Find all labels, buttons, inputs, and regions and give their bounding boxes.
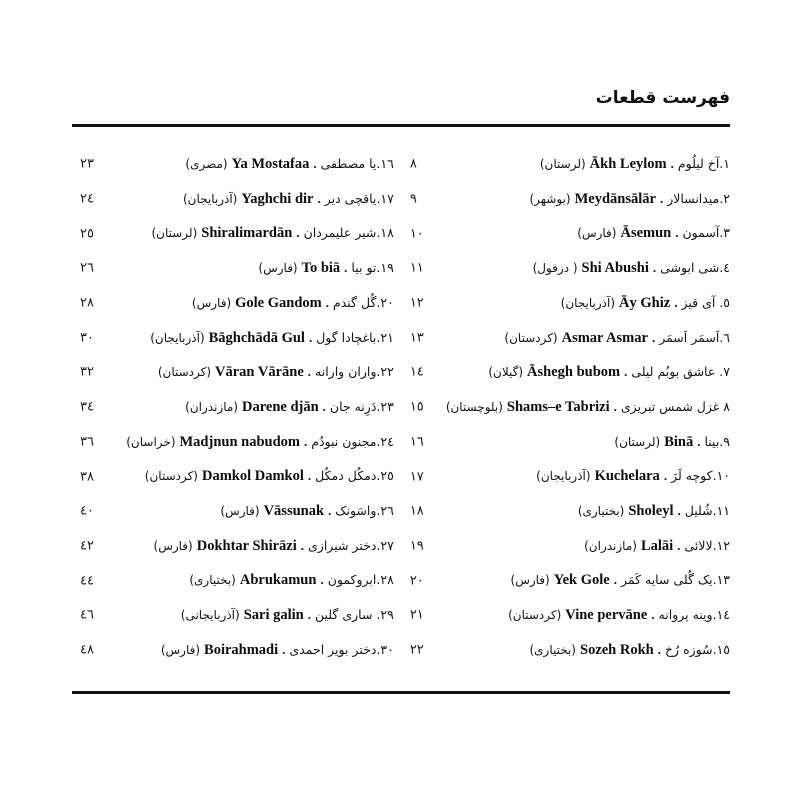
- entry-text: [72, 469, 394, 484]
- entry-title-latin: Ākh Leylom: [589, 156, 667, 173]
- toc-entry-row: [402, 286, 730, 321]
- entry-title-persian: ٢٧.دختر شیرازی: [308, 537, 394, 553]
- entry-separator: .: [677, 502, 681, 518]
- entry-page-number: ٤٢: [80, 538, 94, 554]
- entry-region: (فارس): [510, 573, 550, 588]
- entry-separator: .: [303, 433, 308, 449]
- entry-separator: .: [657, 641, 661, 657]
- entry-region: (کردستان): [144, 469, 198, 484]
- entry-text: [402, 296, 730, 311]
- entry-title-latin: To biā: [301, 260, 341, 277]
- entry-title-persian: ١٨.شیر علیمردان: [303, 225, 394, 241]
- entry-separator: .: [697, 433, 701, 449]
- entry-separator: .: [652, 260, 657, 276]
- entry-title-persian: ٢٩. ساری گلین: [314, 607, 394, 623]
- entry-separator: .: [659, 190, 664, 206]
- entry-separator: .: [328, 502, 332, 518]
- entry-text: [72, 365, 394, 380]
- toc-entry-row: [72, 529, 394, 564]
- entry-region: (فارس): [258, 261, 298, 276]
- entry-title-latin: Sari galin: [243, 607, 304, 624]
- entry-title-latin: Gole Gandom: [235, 294, 322, 311]
- entry-page-number: ١٤: [409, 364, 424, 380]
- entry-separator: .: [325, 294, 329, 310]
- entry-page-number: ٣٤: [80, 399, 94, 415]
- entry-title-latin: Shi Abushi: [581, 260, 649, 277]
- entry-page-number: ١٣: [409, 330, 424, 346]
- entry-region: (مازندران): [185, 399, 238, 414]
- entry-separator: .: [651, 329, 656, 345]
- entry-region: (مصری): [185, 157, 228, 172]
- toc-entry-row: [72, 390, 394, 425]
- entry-title-latin: Vine pervāne: [565, 607, 648, 624]
- toc-entry-row: [402, 425, 730, 460]
- entry-region: (آذربایجان): [536, 469, 591, 484]
- entry-text: [72, 331, 394, 346]
- entry-region: (کردستان): [508, 608, 562, 623]
- entry-region: (لرستان): [151, 226, 198, 241]
- toc-entry-row: [72, 320, 394, 355]
- toc-entry-row: [402, 320, 730, 355]
- entry-page-number: ١٧: [409, 469, 424, 485]
- entry-text: [402, 261, 730, 276]
- entry-text: [72, 296, 394, 311]
- toc-entry-row: [402, 355, 730, 390]
- entry-title-persian: ١٥.سُوزه رُخ: [664, 641, 730, 657]
- entry-text: [72, 192, 394, 207]
- toc-entry-row: [402, 529, 730, 564]
- toc-entry-row: [72, 598, 394, 633]
- entry-title-persian: ١٦.یا مصطفی: [320, 156, 394, 172]
- entry-page-number: ١٦: [409, 434, 424, 450]
- entry-separator: .: [307, 364, 312, 380]
- entry-title-latin: Yek Gole: [553, 572, 610, 589]
- toc-entry-row: [72, 216, 394, 251]
- entry-text: [402, 539, 730, 554]
- entry-title-persian: ٩.بینا: [704, 433, 730, 449]
- entry-region: (خراسان): [126, 434, 176, 449]
- entry-title-latin: Dokhtar Shirāzi: [196, 537, 297, 554]
- entry-page-number: ٢٤: [80, 191, 94, 207]
- entry-page-number: ١٨: [409, 503, 424, 519]
- toc-entry-row: [402, 494, 730, 529]
- entry-separator: .: [675, 225, 679, 241]
- toc-entry-row: [72, 563, 394, 598]
- entry-title-persian: ١٤.وینه پروانه: [658, 607, 730, 623]
- entry-page-number: ١٩: [409, 538, 424, 554]
- entry-title-latin: Vāran Vārāne: [215, 364, 304, 381]
- entry-separator: .: [313, 156, 317, 172]
- entry-title-latin: Bāghchādā Gul: [208, 329, 305, 346]
- entry-page-number: ٢٦: [80, 260, 94, 276]
- entry-region: (فارس): [577, 226, 617, 241]
- entry-title-latin: Asmar Asmar: [561, 329, 648, 346]
- entry-separator: .: [677, 537, 681, 553]
- entry-region: (بوشهر): [529, 191, 571, 206]
- toc-columns: [72, 147, 730, 667]
- entry-text: [402, 365, 730, 380]
- toc-entry-row: [402, 390, 730, 425]
- entry-separator: .: [300, 537, 305, 553]
- entry-title-persian: ١٠.کوچه لَرَ: [671, 468, 730, 484]
- entry-text: [402, 435, 730, 450]
- entry-separator: .: [651, 607, 655, 623]
- entry-region: (کردستان): [504, 330, 558, 345]
- entry-title-latin: Vāssunak: [263, 502, 325, 519]
- entry-page-number: ١٢: [409, 295, 424, 311]
- entry-title-persian: ١٧.یاقچی دیر: [324, 190, 394, 206]
- toc-entry-row: [402, 633, 730, 668]
- entry-separator: .: [344, 260, 348, 276]
- entry-page-number: ٩: [409, 191, 417, 207]
- entry-text: [72, 539, 394, 554]
- entry-region: (فارس): [220, 503, 260, 518]
- entry-title-persian: ٥. آی قیز: [681, 294, 730, 310]
- entry-region: (گیلان): [488, 365, 524, 380]
- entry-title-latin: Āshegh bubom: [527, 364, 621, 381]
- entry-region: (فارس): [160, 642, 201, 657]
- entry-separator: .: [624, 364, 628, 380]
- entry-text: [402, 608, 730, 623]
- toc-entry-row: [72, 251, 394, 286]
- entry-separator: .: [317, 190, 321, 206]
- entry-title-persian: ٢٢.واران وارانه: [315, 364, 394, 380]
- entry-region: (کردستان): [157, 365, 212, 380]
- entry-text: [402, 331, 730, 346]
- entry-title-latin: Āy Ghiz: [619, 294, 671, 311]
- entry-page-number: ٢٥: [80, 226, 94, 242]
- entry-page-number: ٣٦: [80, 434, 94, 450]
- entry-text: [402, 157, 730, 172]
- toc-entry-row: [72, 286, 394, 321]
- entry-page-number: ٢٣: [80, 156, 94, 172]
- entry-text: [402, 192, 730, 207]
- entry-page-number: ٢٠: [409, 573, 424, 589]
- entry-separator: .: [296, 225, 300, 241]
- entry-separator: .: [670, 156, 674, 172]
- entry-text: [72, 226, 394, 241]
- entry-title-persian: ٦.اَسمَر اَسمَر: [659, 329, 730, 345]
- entry-region: (لرستان): [614, 434, 661, 449]
- entry-separator: .: [320, 572, 324, 588]
- toc-entry-row: [72, 425, 394, 460]
- entry-region: (فارس): [191, 295, 232, 310]
- entry-separator: .: [322, 398, 326, 414]
- entry-title-persian: ٨ غزل شمس تبریزی: [620, 398, 730, 414]
- entry-title-persian: ٧. عاشق بوبُم لیلی: [631, 364, 730, 380]
- toc-entry-row: [402, 147, 730, 182]
- entry-title-latin: Ya Mostafaa: [231, 156, 310, 173]
- toc-entry-row: [72, 633, 394, 668]
- toc-entry-row: [402, 216, 730, 251]
- entry-title-latin: Boirahmadi: [204, 641, 279, 658]
- entry-text: [72, 435, 394, 450]
- entry-separator: .: [613, 398, 617, 414]
- entry-title-persian: ٢١.باغچادا گول: [316, 329, 394, 345]
- entry-text: [72, 261, 394, 276]
- entry-page-number: ٨: [409, 156, 417, 172]
- entry-title-persian: ٢٥.دمکُل دمکُل: [315, 468, 394, 484]
- toc-entry-row: [72, 147, 394, 182]
- entry-title-persian: ٢٤.مجنون نبودُم: [311, 433, 394, 449]
- entry-title-latin: Sholeyl: [628, 502, 674, 519]
- entry-region: (آذربایجان): [182, 191, 238, 206]
- bottom-rule: [72, 691, 730, 694]
- page-title: فهرست قطعات: [595, 88, 730, 108]
- toc-entry-row: [402, 459, 730, 494]
- entry-text: [402, 469, 730, 484]
- entry-region: (بختیاری): [577, 503, 625, 518]
- entry-page-number: ٤٨: [80, 642, 94, 658]
- entry-title-latin: Kuchelara: [594, 468, 660, 485]
- entry-title-persian: ٣٠.دختر بویر احمدی: [289, 641, 394, 657]
- entry-region: (آذربایجانی): [180, 608, 240, 623]
- entry-region: (بختیاری): [189, 573, 236, 588]
- toc-entry-row: [402, 251, 730, 286]
- entry-region: (آذربایجان): [150, 330, 205, 345]
- entry-region: (مازندران): [584, 538, 637, 553]
- entry-text: [72, 504, 394, 519]
- entry-title-persian: ١٢.لالائی: [684, 537, 730, 553]
- entry-title-latin: Madjnun nabudom: [179, 433, 300, 450]
- entry-text: [402, 573, 730, 588]
- toc-entry-row: [72, 494, 394, 529]
- entry-text: [402, 226, 730, 241]
- entry-title-persian: ٢.میدانسالار: [667, 190, 730, 206]
- entry-text: [402, 504, 730, 519]
- entry-page-number: ٣٠: [80, 330, 94, 346]
- entry-title-latin: Shams–e Tabrizi: [506, 398, 610, 415]
- toc-column-left: [72, 147, 394, 667]
- entry-title-latin: Meydānsālār: [574, 190, 656, 207]
- toc-entry-row: [402, 563, 730, 598]
- entry-region: (بلوچستان): [445, 399, 503, 414]
- entry-title-persian: ٢٨.ابروکمون: [327, 572, 394, 588]
- entry-separator: .: [308, 329, 313, 345]
- entry-separator: .: [282, 641, 286, 657]
- toc-entry-row: [402, 182, 730, 217]
- toc-entry-row: [72, 355, 394, 390]
- toc-entry-row: [402, 598, 730, 633]
- entry-page-number: ٤٠: [80, 503, 94, 519]
- entry-text: [72, 400, 394, 415]
- entry-separator: .: [674, 294, 678, 310]
- entry-text: [72, 608, 394, 623]
- entry-page-number: ١١: [409, 260, 424, 276]
- entry-page-number: ٣٢: [80, 364, 94, 380]
- entry-title-latin: Yaghchi dir: [241, 190, 314, 207]
- entry-text: [72, 643, 394, 658]
- toc-column-right: [402, 147, 730, 667]
- entry-title-latin: Shiralimardān: [201, 225, 293, 242]
- entry-title-latin: Damkol Damkol: [201, 468, 304, 485]
- entry-text: [402, 643, 730, 658]
- entry-title-persian: ٢٣.دَرِنه جان: [329, 398, 394, 414]
- entry-title-persian: ١٩.تو بیا: [351, 260, 394, 276]
- entry-title-latin: Abrukamun: [239, 572, 317, 589]
- entry-title-persian: ٣.آسمون: [682, 225, 730, 241]
- entry-page-number: ٢١: [409, 607, 424, 623]
- entry-title-persian: ٢٠.گُل گندم: [332, 294, 394, 310]
- entry-page-number: ٣٨: [80, 469, 94, 485]
- entry-title-latin: Lalāi: [640, 537, 674, 554]
- entry-title-persian: ٢٦.واسَونک: [335, 502, 394, 518]
- entry-title-persian: ٤.شی ابوشی: [660, 260, 730, 276]
- entry-region: (بختیاری): [529, 642, 576, 657]
- entry-title-latin: Binā: [664, 433, 694, 450]
- entry-page-number: ٢٢: [409, 642, 424, 658]
- entry-page-number: ١٠: [409, 226, 424, 242]
- entry-region: ( دزفول): [532, 261, 578, 276]
- entry-region: (آذربایجان): [560, 295, 616, 310]
- entry-title-persian: ١.آخ لیلُوم: [677, 156, 730, 172]
- entry-text: [72, 573, 394, 588]
- entry-region: (فارس): [153, 538, 193, 553]
- entry-text: [72, 157, 394, 172]
- top-rule: [72, 124, 730, 127]
- entry-region: (لرستان): [539, 157, 586, 172]
- entry-title-persian: ١٣.یک گُلی سایه کَمَر: [620, 572, 730, 588]
- entry-page-number: ٤٦: [80, 607, 94, 623]
- entry-separator: .: [307, 607, 311, 623]
- entry-separator: .: [307, 468, 312, 484]
- entry-title-latin: Āsemun: [620, 225, 672, 242]
- entry-separator: .: [613, 572, 617, 588]
- entry-title-latin: Sozeh Rokh: [580, 641, 654, 658]
- entry-separator: .: [663, 468, 668, 484]
- entry-page-number: ١٥: [409, 399, 424, 415]
- toc-entry-row: [72, 182, 394, 217]
- entry-title-persian: ١١.شُلیل: [684, 502, 730, 518]
- entry-text: [402, 400, 730, 415]
- entry-page-number: ٤٤: [80, 573, 94, 589]
- toc-entry-row: [72, 459, 394, 494]
- entry-page-number: ٢٨: [80, 295, 94, 311]
- entry-title-latin: Darene djān: [242, 398, 319, 415]
